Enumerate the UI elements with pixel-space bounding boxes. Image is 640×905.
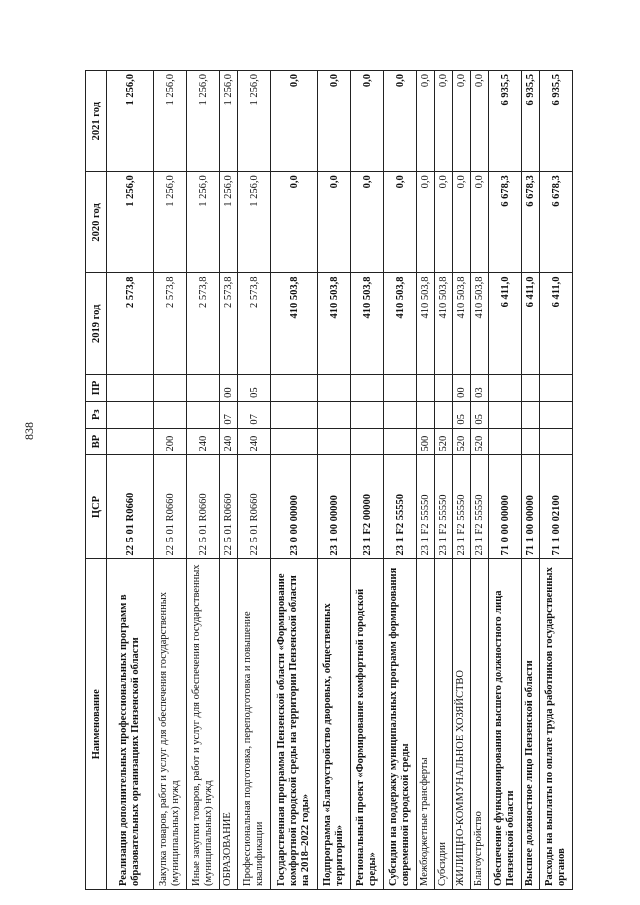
cell-csr: 22 5 01 R0660 — [238, 455, 271, 559]
table-row — [522, 71, 540, 890]
cell-2019: 2 573,8 — [107, 273, 154, 375]
cell-2019: 2 573,8 — [220, 273, 238, 375]
cell-2019: 410 503,8 — [435, 273, 453, 375]
cell-2019: 6 411,0 — [540, 273, 573, 375]
table-row — [453, 71, 471, 890]
cell-2020: 6 678,3 — [489, 172, 522, 273]
cell-2019: 410 503,8 — [318, 273, 351, 375]
cell-2020: 0,0 — [271, 172, 318, 273]
cell-pr — [107, 375, 154, 402]
cell-vr: 200 — [154, 428, 187, 455]
cell-name: ЖИЛИЩНО-КОММУНАЛЬНОЕ ХОЗЯЙСТВО — [453, 559, 471, 890]
cell-vr: 240 — [238, 428, 271, 455]
cell-2020: 6 678,3 — [540, 172, 573, 273]
cell-name: ОБРАЗОВАНИЕ — [220, 559, 238, 890]
cell-rz — [318, 401, 351, 428]
table-row — [271, 71, 318, 890]
cell-2020: 0,0 — [417, 172, 435, 273]
table-row — [187, 71, 220, 890]
cell-csr: 71 1 00 00000 — [522, 455, 540, 559]
cell-vr — [271, 428, 318, 455]
table-row — [220, 71, 238, 890]
cell-2020: 0,0 — [351, 172, 384, 273]
cell-pr — [384, 375, 417, 402]
cell-name: Реализация дополнительных профессиональных программ в образовательных организациях Пензенской области — [107, 559, 154, 890]
cell-vr — [540, 428, 573, 455]
cell-2021: 0,0 — [318, 71, 351, 172]
cell-2019: 6 411,0 — [522, 273, 540, 375]
cell-rz — [435, 401, 453, 428]
cell-csr: 23 1 F2 55550 — [417, 455, 435, 559]
cell-name: Профессиональная подготовка, переподготовка и повышение квалификации — [238, 559, 271, 890]
cell-pr — [435, 375, 453, 402]
cell-2021: 0,0 — [453, 71, 471, 172]
cell-pr — [318, 375, 351, 402]
cell-rz — [351, 401, 384, 428]
header-2019: 2019 год — [86, 273, 107, 375]
cell-2020: 6 678,3 — [522, 172, 540, 273]
budget-table — [85, 70, 573, 890]
cell-vr — [384, 428, 417, 455]
cell-csr: 23 1 F2 55550 — [471, 455, 489, 559]
cell-2021: 0,0 — [435, 71, 453, 172]
cell-rz — [522, 401, 540, 428]
cell-2020: 0,0 — [453, 172, 471, 273]
cell-2021: 1 256,0 — [220, 71, 238, 172]
cell-csr: 23 1 F2 00000 — [351, 455, 384, 559]
cell-vr: 240 — [187, 428, 220, 455]
cell-pr — [522, 375, 540, 402]
cell-2021: 1 256,0 — [187, 71, 220, 172]
cell-pr — [489, 375, 522, 402]
cell-rz: 07 — [238, 401, 271, 428]
cell-2019: 410 503,8 — [471, 273, 489, 375]
cell-2020: 1 256,0 — [107, 172, 154, 273]
cell-vr — [351, 428, 384, 455]
header-vr: ВР — [86, 428, 107, 455]
cell-name: Высшее должностное лицо Пензенской области — [522, 559, 540, 890]
cell-name: Обеспечение функционирования высшего должностного лица Пензенской области — [489, 559, 522, 890]
table-row — [154, 71, 187, 890]
cell-2019: 6 411,0 — [489, 273, 522, 375]
cell-name: Подпрограмма «Благоустройство дворовых, общественных территорий» — [318, 559, 351, 890]
cell-rz — [417, 401, 435, 428]
cell-2021: 0,0 — [384, 71, 417, 172]
cell-vr — [107, 428, 154, 455]
table-row — [540, 71, 573, 890]
cell-pr — [540, 375, 573, 402]
header-pr: ПР — [86, 375, 107, 402]
cell-2019: 2 573,8 — [154, 273, 187, 375]
cell-pr — [351, 375, 384, 402]
table-row — [417, 71, 435, 890]
cell-csr: 22 5 01 R0660 — [187, 455, 220, 559]
cell-name: Расходы на выплаты по оплате труда работников государственных органов — [540, 559, 573, 890]
cell-name: Закупка товаров, работ и услуг для обеспечения государственных (муниципальных) нужд — [154, 559, 187, 890]
cell-csr: 23 1 F2 55550 — [384, 455, 417, 559]
cell-2021: 1 256,0 — [107, 71, 154, 172]
header-name: Наименование — [86, 559, 107, 890]
cell-rz — [271, 401, 318, 428]
cell-pr — [417, 375, 435, 402]
cell-name: Субсидии на поддержку муниципальных программ формирования современной городской среды — [384, 559, 417, 890]
cell-pr — [271, 375, 318, 402]
cell-pr — [154, 375, 187, 402]
cell-name: Иные закупки товаров, работ и услуг для обеспечения государственных (муниципальных) нужд — [187, 559, 220, 890]
table-row — [318, 71, 351, 890]
cell-csr: 22 5 01 R0660 — [154, 455, 187, 559]
cell-rz — [187, 401, 220, 428]
cell-vr: 240 — [220, 428, 238, 455]
cell-2021: 0,0 — [417, 71, 435, 172]
cell-name: Региональный проект «Формирование комфортной городской среды» — [351, 559, 384, 890]
cell-rz — [154, 401, 187, 428]
cell-csr: 71 0 00 00000 — [489, 455, 522, 559]
cell-csr: 23 1 F2 55550 — [453, 455, 471, 559]
cell-2021: 6 935,5 — [489, 71, 522, 172]
cell-vr — [318, 428, 351, 455]
cell-pr: 00 — [220, 375, 238, 402]
cell-2021: 6 935,5 — [522, 71, 540, 172]
cell-2020: 0,0 — [384, 172, 417, 273]
cell-rz — [489, 401, 522, 428]
cell-vr: 520 — [435, 428, 453, 455]
table-row — [435, 71, 453, 890]
cell-pr: 03 — [471, 375, 489, 402]
table-body — [107, 71, 573, 890]
cell-csr: 22 5 01 R0660 — [107, 455, 154, 559]
cell-pr: 05 — [238, 375, 271, 402]
cell-2020: 1 256,0 — [187, 172, 220, 273]
cell-2021: 0,0 — [471, 71, 489, 172]
cell-name: Межбюджетные трансферты — [417, 559, 435, 890]
cell-2019: 410 503,8 — [453, 273, 471, 375]
header-rz: Рз — [86, 401, 107, 428]
cell-rz — [540, 401, 573, 428]
cell-2020: 0,0 — [435, 172, 453, 273]
cell-2020: 0,0 — [318, 172, 351, 273]
cell-2020: 1 256,0 — [154, 172, 187, 273]
cell-vr: 500 — [417, 428, 435, 455]
cell-2020: 1 256,0 — [220, 172, 238, 273]
cell-vr: 520 — [471, 428, 489, 455]
cell-rz — [107, 401, 154, 428]
cell-2020: 0,0 — [471, 172, 489, 273]
cell-name: Субсидии — [435, 559, 453, 890]
cell-2019: 410 503,8 — [417, 273, 435, 375]
header-2021: 2021 год — [86, 71, 107, 172]
cell-2019: 410 503,8 — [271, 273, 318, 375]
cell-name: Благоустройство — [471, 559, 489, 890]
cell-csr: 23 1 F2 55550 — [435, 455, 453, 559]
cell-csr: 23 1 00 00000 — [318, 455, 351, 559]
cell-rz: 05 — [471, 401, 489, 428]
cell-rz — [384, 401, 417, 428]
header-csr: ЦСР — [86, 455, 107, 559]
cell-2019: 410 503,8 — [384, 273, 417, 375]
table-row — [384, 71, 417, 890]
cell-vr: 520 — [453, 428, 471, 455]
cell-pr — [187, 375, 220, 402]
cell-csr: 22 5 01 R0660 — [220, 455, 238, 559]
header-2020: 2020 год — [86, 172, 107, 273]
cell-name: Государственная программа Пензенской области «Формирование комфортной городской среды на территории Пензенской области на 2018–2022 годы» — [271, 559, 318, 890]
cell-2019: 2 573,8 — [238, 273, 271, 375]
cell-2019: 410 503,8 — [351, 273, 384, 375]
cell-vr — [522, 428, 540, 455]
cell-2021: 6 935,5 — [540, 71, 573, 172]
cell-2019: 2 573,8 — [187, 273, 220, 375]
cell-2020: 1 256,0 — [238, 172, 271, 273]
cell-csr: 23 0 00 00000 — [271, 455, 318, 559]
cell-rz: 05 — [453, 401, 471, 428]
cell-2021: 0,0 — [351, 71, 384, 172]
cell-vr — [489, 428, 522, 455]
table-header-row — [86, 71, 107, 890]
cell-2021: 1 256,0 — [154, 71, 187, 172]
cell-2021: 1 256,0 — [238, 71, 271, 172]
cell-2021: 0,0 — [271, 71, 318, 172]
cell-csr: 71 1 00 02100 — [540, 455, 573, 559]
table-row — [238, 71, 271, 890]
cell-rz: 07 — [220, 401, 238, 428]
table-row — [471, 71, 489, 890]
table-row — [489, 71, 522, 890]
cell-pr: 00 — [453, 375, 471, 402]
table-row — [351, 71, 384, 890]
page-number: 838 — [22, 422, 36, 440]
table-row — [107, 71, 154, 890]
